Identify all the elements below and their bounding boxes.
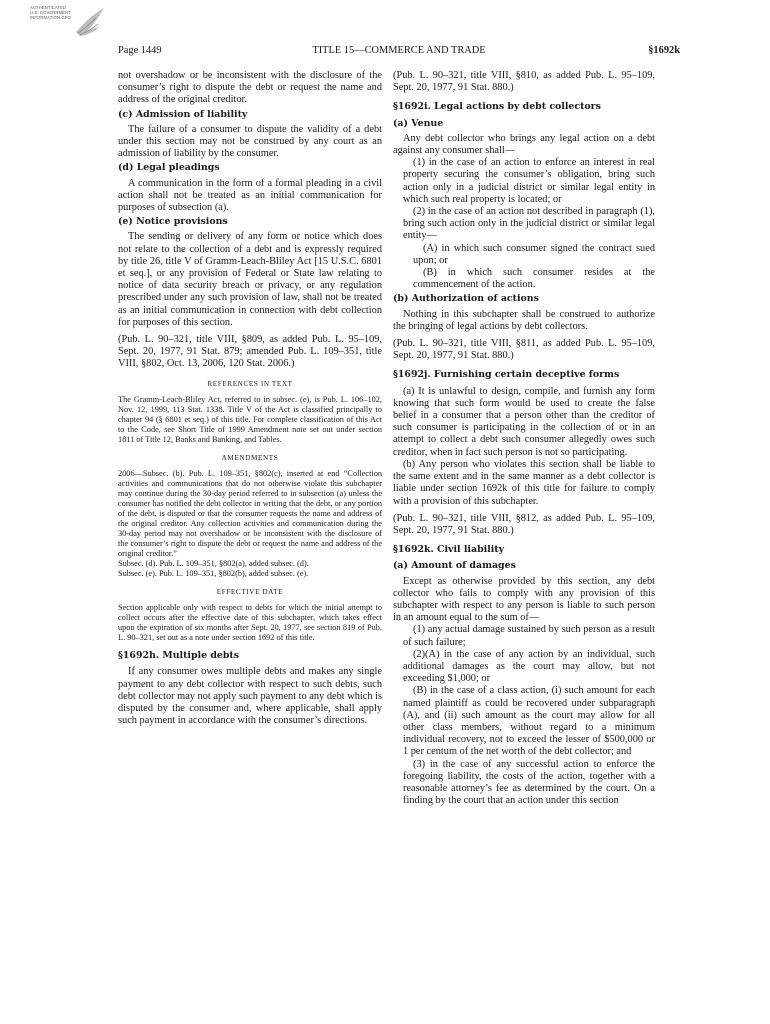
page-number: Page 1449 <box>118 45 162 56</box>
paragraph: (Pub. L. 90–321, title VIII, §809, as added Pub. L. 95–109, Sept. 20, 1977, 91 Stat. 879; amended Pub. L. 109–351, title VIII, §802, Oct. 13, 2006, 120 Stat. 2006.) <box>118 334 382 370</box>
section-heading: EFFECTIVE DATE <box>216 588 284 597</box>
paragraph: (Pub. L. 90–321, title VIII, §811, as added Pub. L. 95–109, Sept. 20, 1977, 91 Stat. 880.) <box>393 338 655 362</box>
section-heading: AMENDMENTS <box>221 453 279 462</box>
running-title: TITLE 15—COMMERCE AND TRADE <box>312 45 486 56</box>
paragraph: The sending or delivery of any form or notice which does not relate to the collection of a debt and is expressly required by title 26, title V of Gramm-Leach-Bliley Act [15 U.S.C. 6801 et seq.], or any provision of Federal or State law relating to notice of data security breach or privacy, or any regulation prescribed under any such provision of law, shall not be treated as an initial communication in connection with debt collection for purposes of this section. <box>118 231 382 328</box>
paragraph: The failure of a consumer to dispute the validity of a debt under this section may not be construed by any court as an admission of liability by the consumer. <box>118 123 382 160</box>
section-heading: (c) Admission of liability <box>118 108 248 120</box>
header-section: §1692k <box>648 45 680 56</box>
section-heading: §1692h. Multiple debts <box>118 650 240 662</box>
paragraph: Any debt collector who brings any legal action on a debt against any consumer shall— <box>393 132 655 157</box>
paragraph: (B) in the case of a class action, (i) such amount for each named plaintiff as could be recovered under subparagraph (A), and (ii) such amount as the court may allow for all other class members, without regard to a minimum individual recovery, not to exceed the lesser of $500,000 or 1 per centum of the net worth of the debt collector; and <box>403 685 655 758</box>
page-header <box>118 45 680 59</box>
section-heading: REFERENCES IN TEXT <box>207 379 293 388</box>
paragraph: (2)(A) in the case of any action by an individual, such additional damages as the court may allow, but not exceeding $1,000; or <box>403 648 655 685</box>
paragraph: (Pub. L. 90–321, title VIII, §810, as added Pub. L. 95–109, Sept. 20, 1977, 91 Stat. 880.) <box>393 70 655 94</box>
paragraph: Nothing in this subchapter shall be construed to authorize the bringing of legal actions by debt collectors. <box>393 308 655 332</box>
gpo-authentication-seal <box>30 2 108 42</box>
section-heading: §1692j. Furnishing certain deceptive forms <box>393 369 620 381</box>
seal-text: AUTHENTICATED U.S. GOVERNMENT INFORMATION GPO <box>30 5 71 20</box>
left-column <box>118 70 382 728</box>
paragraph: Subsec. (d). Pub. L. 109–351, §802(a), added subsec. (d). <box>118 559 309 569</box>
paragraph: not overshadow or be inconsistent with the disclosure of the consumer’s right to dispute the debt or request the name and address of the original creditor. <box>118 70 382 106</box>
section-heading: §1692k. Civil liability <box>393 544 505 556</box>
paragraph: (B) in which such consumer resides at the commencement of the action. <box>413 267 655 291</box>
paragraph: Subsec. (e). Pub. L. 109–351, §802(b), added subsec. (e). <box>118 569 309 579</box>
paragraph: If any consumer owes multiple debts and makes any single payment to any debt collector with respect to such debts, such debt collector may not apply such payment to any debt which is disputed by the consumer and, where applicable, shall apply such payment in accordance with the consumer’s directions. <box>118 666 382 727</box>
paragraph: (3) in the case of any successful action to enforce the foregoing liability, the costs of the action, together with a reasonable attorney’s fee as determined by the court. On a finding by the court that an action under this section <box>403 758 655 807</box>
paragraph: Except as otherwise provided by this section, any debt collector who fails to comply with any provision of this subchapter with respect to any person is liable to such person in an amount equal to the sum of— <box>393 575 655 624</box>
section-heading: (a) Amount of damages <box>393 560 516 572</box>
section-heading: (a) Venue <box>393 117 444 129</box>
section-heading: (b) Authorization of actions <box>393 293 539 305</box>
section-heading: (d) Legal pleadings <box>118 162 220 174</box>
paragraph: (1) any actual damage sustained by such person as a result of such failure; <box>403 624 655 648</box>
paragraph: Section applicable only with respect to debts for which the initial attempt to collect occurs after the effective date of this subchapter, which takes effect upon the expiration of six months after Sept. 20, 1977, see section 819 of Pub. L. 90–321, set out as a note under section 1692 of this title. <box>118 603 382 643</box>
paragraph: 2006—Subsec. (b). Pub. L. 109–351, §802(c), inserted at end “Collection activities and communications that do not otherwise violate this subchapter may continue during the 30-day period referred to in subsection (a) unless the consumer has notified the debt collector in writing that the debt, or any portion of the debt, is disputed or that the consumer requests the name and address of the original creditor. Any collection activities and communication during the 30-day period may not overshadow or be inconsistent with the disclosure of the consumer’s right to dispute the debt or request the name and address of the original creditor.” <box>118 469 382 559</box>
paragraph: A communication in the form of a formal pleading in a civil action shall not be treated as an initial communication for purposes of subsection (a). <box>118 177 382 214</box>
section-heading: §1692i. Legal actions by debt collectors <box>393 101 601 113</box>
paragraph: (b) Any person who violates this section shall be liable to the same extent and in the same manner as a debt collector is liable under section 1692k of this title for failure to comply with a provision of this subchapter. <box>393 458 655 507</box>
section-heading: (e) Notice provisions <box>118 216 228 228</box>
paragraph: (1) in the case of an action to enforce an interest in real property securing the consumer’s obligation, bring such action only in a judicial district or similar legal entity in which such real property is located; or <box>403 157 655 205</box>
right-column <box>393 70 655 807</box>
eagle-icon <box>30 2 108 42</box>
paragraph: (2) in the case of an action not described in paragraph (1), bring such action only in the judicial district or similar legal entity— <box>403 206 655 242</box>
paragraph: The Gramm-Leach-Bliley Act, referred to in subsec. (e), is Pub. L. 106–102, Nov. 12, 1999, 113 Stat. 1338. Title V of the Act is classified principally to chapter 94 (§ 6801 et seq.) of this title. For complete classification of this Act to the Code, see Short Title of 1999 Amendment note set out under section 1811 of Title 12, Banks and Banking, and Tables. <box>118 394 382 444</box>
paragraph: (A) in which such consumer signed the contract sued upon; or <box>413 242 655 266</box>
paragraph: (Pub. L. 90–321, title VIII, §812, as added Pub. L. 95–109, Sept. 20, 1977, 91 Stat. 880.) <box>393 512 655 536</box>
paragraph: (a) It is unlawful to design, compile, and furnish any form knowing that such form would be used to create the false belief in a consumer that a person other than the creditor of such consumer is participating in the collection of or in an attempt to collect a debt such consumer allegedly owes such creditor, when in fact such person is not so participating. <box>393 385 655 458</box>
